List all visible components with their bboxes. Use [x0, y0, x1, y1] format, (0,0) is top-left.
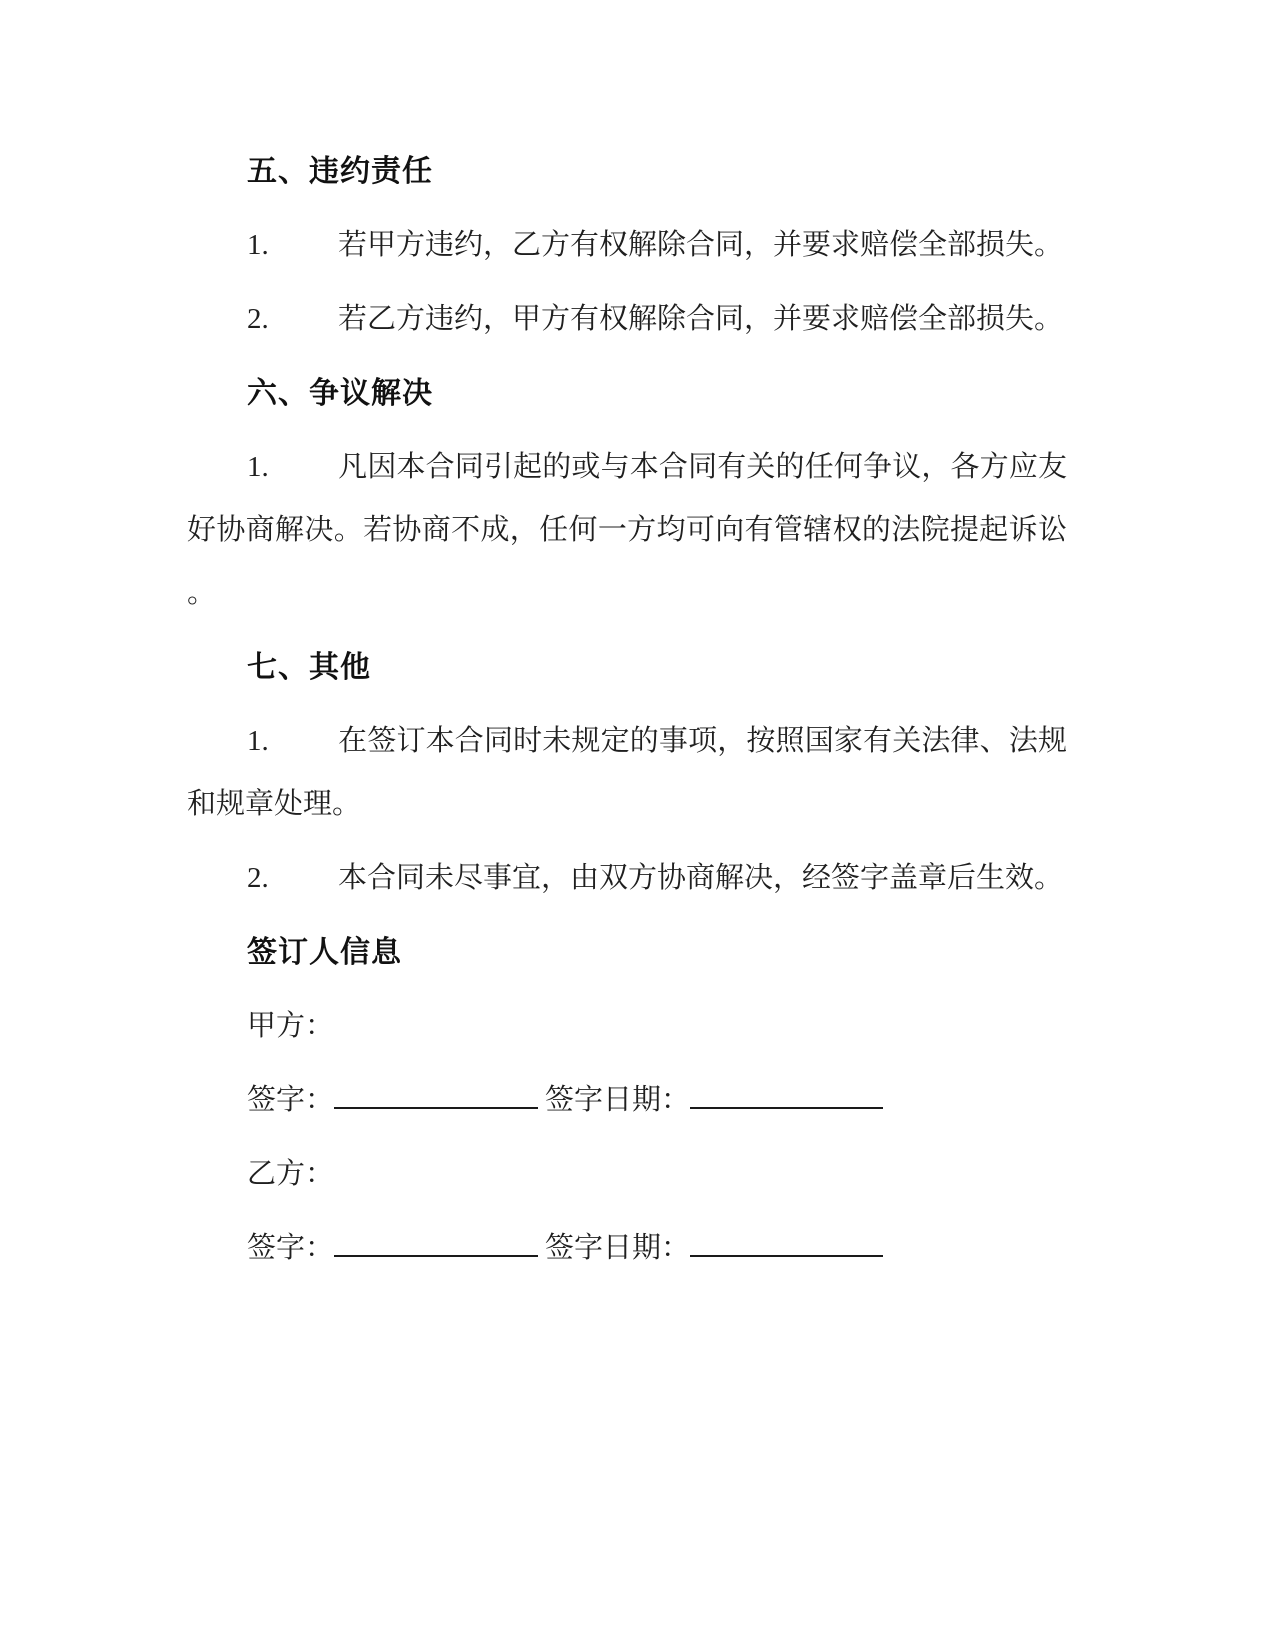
party-b-label: 乙方：	[247, 1158, 335, 1190]
clause-line	[187, 436, 1067, 499]
item-number: 2.	[247, 862, 269, 894]
item-text: 本合同未尽事宜，由双方协商解决，经签字盖章后生效。	[338, 862, 1064, 894]
clause-line	[187, 214, 1067, 277]
sign-date-blank	[690, 1077, 883, 1109]
signature-blank	[334, 1225, 538, 1257]
sign-date-label: 签字日期：	[545, 1084, 691, 1116]
sign-label: 签字：	[247, 1232, 335, 1264]
item-text: 若乙方违约，甲方有权解除合同，并要求赔偿全部损失。	[338, 303, 1064, 335]
party-a-signature-row	[187, 1069, 1067, 1132]
party-a-label: 甲方：	[247, 1010, 335, 1042]
signature-line	[187, 1069, 1067, 1132]
sign-label: 签字：	[247, 1084, 335, 1116]
clause-item	[187, 710, 1067, 836]
clause-item	[187, 288, 1067, 351]
party-a-row	[187, 995, 1067, 1058]
section-heading: 五、违约责任	[247, 155, 433, 188]
clause-line	[187, 288, 1067, 351]
party-b-signature-row	[187, 1217, 1067, 1280]
clause-item	[187, 214, 1067, 277]
section-miscellaneous	[187, 636, 1067, 699]
signature-blank	[334, 1077, 538, 1109]
item-number: 1.	[247, 229, 269, 261]
item-text: 凡因本合同引起的或与本合同有关的任何争议，各方应友	[338, 451, 1067, 483]
clause-line: 好协商解决。若协商不成，任何一方均可向有管辖权的法院提起诉讼	[187, 514, 1067, 546]
clause-item	[187, 436, 1067, 625]
party-b-row	[187, 1143, 1067, 1206]
sign-date-label: 签字日期：	[545, 1232, 691, 1264]
clause-line	[187, 710, 1067, 773]
section-dispute-resolution	[187, 362, 1067, 425]
item-number: 1.	[247, 725, 269, 757]
sign-date-blank	[690, 1225, 883, 1257]
section-heading: 签订人信息	[247, 936, 402, 969]
section-heading: 七、其他	[247, 651, 371, 684]
clause-line: 。	[187, 577, 217, 609]
item-text: 若甲方违约，乙方有权解除合同，并要求赔偿全部损失。	[338, 229, 1064, 261]
item-number: 2.	[247, 303, 269, 335]
item-text: 在签订本合同时未规定的事项，按照国家有关法律、法规	[338, 725, 1067, 757]
section-signatory-info	[187, 921, 1067, 984]
clause-item	[187, 847, 1067, 910]
section-heading: 六、争议解决	[247, 377, 433, 410]
item-number: 1.	[247, 451, 269, 483]
clause-line	[187, 847, 1067, 910]
section-breach-liability	[187, 140, 1067, 203]
signature-line	[187, 1217, 1067, 1280]
contract-body	[187, 140, 1067, 1291]
clause-line: 和规章处理。	[187, 788, 362, 820]
